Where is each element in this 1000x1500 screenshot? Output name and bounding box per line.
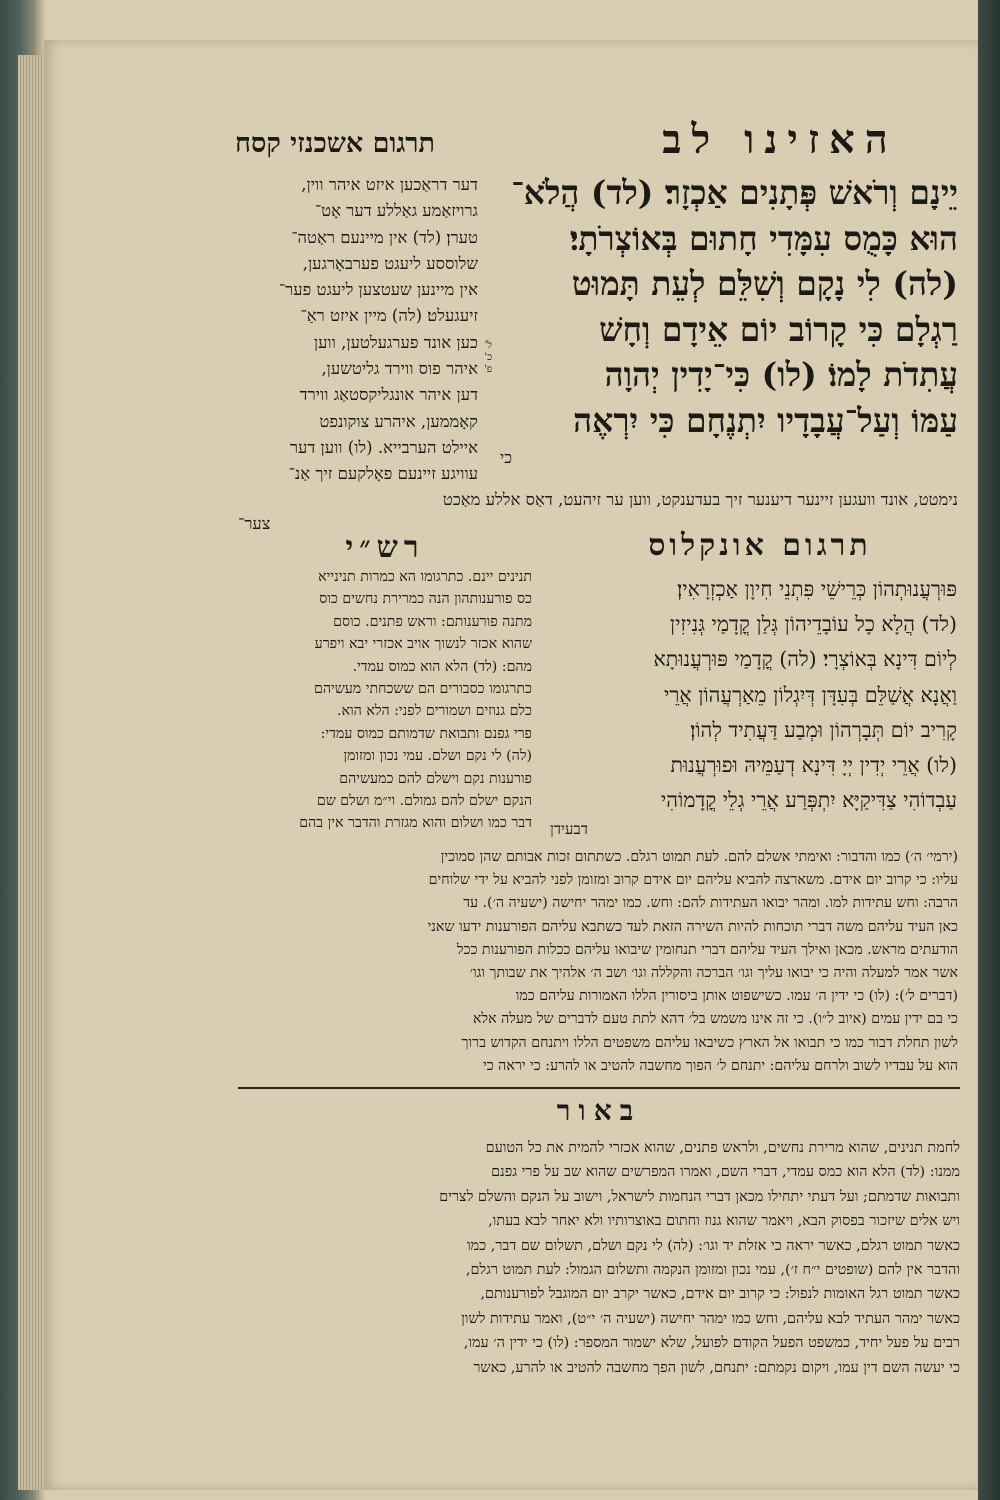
verse-catchword: כי	[500, 448, 513, 467]
translation-line: דער דראַכען איזט איהר ווין,	[301, 175, 478, 194]
rashi-line: כי בם ידין עמים (איוב ל״ו). כי זה אינו משמש בל׳ דהא לתת טעם לדברים של מעלה אלא	[472, 1011, 958, 1028]
rashi-line: פורענות נקם וישלם להם כמעשיהם	[339, 770, 532, 787]
biur-line: ותבואות שדמתם; ועל דעתי יתחילו מכאן דברי הנחמות לישראל, וישוב על הנקם והשלם לצרים	[439, 1188, 960, 1205]
translation-line: איהר פוס ווירד גליטשען,	[321, 359, 478, 379]
translation-line: אין מיינען שעטצען ליעגט פער־	[278, 280, 478, 300]
biur-line: והדבר אין להם (שופטים י״ח ז׳), עמי נכון ומזומן הנקמה ותשלום הגמול: לעת תמוט רגלם,	[465, 1262, 960, 1279]
onkelos-text	[545, 572, 957, 818]
onkelos-line: לְיוֹם דִּינָא בְּאוֹצְרָי׃ (לה) קֳדָמַי פּוּרְעֲנוּתָא	[653, 647, 957, 672]
translation-continuation-end: צער־	[238, 514, 271, 533]
verse-line: הוּא כָּמֻס עִמָּדִי חָתוּם בְּאוֹצְרֹתָי׃	[569, 218, 958, 258]
rashi-line: (לה) לי נקם ושלם. עמי נכון ומזומן	[343, 748, 532, 765]
biur-title: באור	[556, 1094, 642, 1127]
biur-line: ויש אלים שיזכור בפסוק הבא, ויאמר שהוא גנוז וחתום באוצרותיו ולא יאחר לבא בעתו,	[488, 1213, 960, 1230]
rashi-line: דבר כמו ושלום והוא מגזרת והדבר אין בהם	[299, 815, 532, 832]
verse-line: עֲתִדֹת לָמוֹ׃ (לו) כִּי־יָדִין יְהוָה	[604, 355, 958, 394]
rashi-text	[240, 566, 532, 835]
translation-line: איילט הערבייא. (לו) ווען דער	[289, 437, 478, 457]
rashi-title: רש״י	[345, 530, 425, 565]
page-edges	[18, 55, 46, 1490]
verse-line: (לה) לִי נָקָם וְשִׁלֵּם לְעֵת תָּמוּט	[571, 264, 958, 303]
running-head-left: תרגום אשכנזי קסח	[235, 128, 436, 159]
biur-line: רבים על פעל יחיד, כמשפט הפעל הקודם לפועל, שלא ישמור המספר: (לו) כי ידין ה׳ עמו,	[463, 1335, 960, 1352]
rashi-line: שהוא אכזר לנשוך אויב אכזרי יבא ויפרע	[314, 636, 532, 653]
rashi-line: כתרגומו כסבורים הם ששכחתי מעשיהם	[314, 681, 532, 698]
translation-line: טערן׃ (לד) אין מיינעם ראַטה־	[291, 227, 478, 247]
onkelos-catchword: דבעידן	[550, 820, 588, 838]
onkelos-line: (לו) אֲרֵי יְדִין יְיָ דִּינָא דְעַמֵּיהּ וּפוּרְעֲנוּת	[670, 753, 957, 778]
rashi-line: (ירמי׳ ה׳) כמו והדבור: ואימתי אשלם להם. לעת תמוט רגלם. כשתתום זכות אבותם שהן סמוכין	[440, 849, 958, 865]
biur-line: ממנו: (לד) הלא הוא כמס עמדי, דברי השם, ואמרו המפרשים שהוא שב על פרי גפנם	[491, 1164, 960, 1181]
rashi-line: תנינים יינם. כתרגומו הא כמרות תנינייא	[318, 569, 532, 585]
rashi-line: לשון תחלת דבור כמו כי תבואו אל הארץ כשיבאו עליהם משפטים הללו ויתנחם הקדוש ברוך	[461, 1034, 958, 1051]
translation-line: דען איהר אונגליקסטאַג ווירד	[299, 385, 478, 405]
translation-line: זיעגעלט׃ (לה) מיין איזט ראַ־	[300, 306, 478, 326]
onkelos-title: תרגום אונקלוס	[648, 528, 872, 563]
rashi-line: כלם גנוזים ושמורים לפני: הלא הוא.	[337, 703, 532, 720]
verse-line: רַגְלָם כִּי קָרוֹב יוֹם אֵידָם וְחָשׁ	[599, 309, 958, 349]
rashi-line: (דברים ל׳): (לו) כי ידין ה׳ עמו. כשישפוט אותן ביסורין הללו האמורות עליהם כמו	[515, 988, 958, 1005]
biur-text	[238, 1136, 960, 1380]
rashi-wide-text	[240, 846, 958, 1078]
translation-line: כען אונד פערגעלטען, ווען	[313, 332, 478, 352]
rashi-line: הוא על עבדיו לשוב ולרחם עליהם: יתנחם ל׳ הפוך מחשבה להטיב או להרע: כי יראה כי	[483, 1057, 958, 1074]
german-translation	[238, 172, 478, 488]
rashi-line: עליו: כי קרוב יום אידם. משארצה להביא עליהם יום אידם קרוב ומזומן לפני להביא על ידי שלוחים	[428, 872, 958, 889]
rashi-line: הרבה: וחש עתידות למו. ומהר יבואו העתידות להם: וחש. כמו ימהר יחישה (ישעיה ה׳). עד	[463, 895, 958, 912]
onkelos-line: (לד) הֲלָא כָל עוֹבָדֵיהוֹן גְּלַן קֳדָמַי גְּנִיזִין	[669, 612, 957, 637]
biur-line: כאשר ימהר העתיד לבא עליהם, וחש כמו ימהר יחישה (ישעיה ה׳ י״ט), ואמר עתידות לשון	[461, 1310, 960, 1327]
rashi-line: אשר אמר למעלה והיה כי יבואו עליך וגו׳ הברכה והקללה וגו׳ ושב ה׳ אלהיך את שבותך וגו׳	[469, 965, 958, 982]
section-divider	[238, 1087, 960, 1089]
onkelos-line: וַאֲנָא אֲשַׁלֵּם בְּעִדָּן דְּיִגְלוֹן מֵאַרְעֲהוֹן אֲרֵי	[663, 682, 957, 707]
rashi-line: מהם: (לד) הלא הוא כמוס עמדי.	[352, 658, 532, 675]
rashi-line: הודעתים מראש. מכאן ואילך העיד עליהם דברי תנחומין שיבואו עליהם ככלות הפורענות ככל	[456, 941, 958, 958]
verse-line: יֵינָם וְרֹאשׁ פְּתָנִים אַכְזָר׃ (לד) הֲלֹא־	[511, 173, 958, 212]
translation-line: גרויזאַמע גאַללע דער אָט־	[314, 201, 478, 221]
biur-line: כי יעשה השם דין עמו, ויקום נקמתם: יתנחם, לשון הפך מחשבה להטיב או להרע, כאשר	[473, 1359, 960, 1376]
biur-line: לחמת תנינים, שהוא מרירת נחשים, ולראש פתנים, שהוא אכזרי להמית את כל הטועם	[485, 1140, 960, 1156]
translation-line: עוויגע זיינעם פאָלקעם זיך אַנ־	[288, 464, 478, 484]
rashi-line: כאן העיד עליהם משה דברי תוכחות להיות השירה הזאת לעד כשתבא עליהם הפורענות ידעו שאני	[427, 918, 958, 935]
translation-line: שלוססע ליעגט פערבאָרגען,	[302, 253, 478, 273]
running-head-right: האזינו לב	[662, 116, 898, 163]
onkelos-line: קָרִיב יוֹם תְּבָרְהוֹן וּמְבַע דַּעֲתִיד לְהוֹן׃	[690, 717, 957, 742]
translation-line: קאָממען, איהרע צוקונפט	[319, 411, 478, 431]
rashi-line: פרי גפנם ותבואת שדמותם כמוס עמדי:	[320, 725, 532, 742]
rashi-line: הנקם ישלם להם גמולם. וי״מ ושלם שם	[316, 793, 532, 810]
onkelos-line: פּוּרְעֲנוּתְהוֹן כְּרֵישֵׁי פִּתְנֵי חִיוָן אַכְזְרָאִין׃	[676, 577, 957, 601]
binding-shadow	[978, 0, 1000, 1500]
rashi-line: כס פורענותהון הנה כמרירת נחשים כוס	[319, 591, 532, 608]
onkelos-line: עַבְדוֹהִי צַדִּיקַיָּא יִתְפְּרַע אֲרֵי גְלֵי קֳדָמוֹהִי	[660, 788, 957, 813]
biur-line: כאשר תמוט רגלם, כאשר יראה כי אזלת יד וגו׳: (לה) לי נקם ושלם, תשלום שם דבר, כמו	[466, 1237, 960, 1254]
verse-text	[488, 170, 958, 443]
verse-line: עַמּוֹ וְעַל־עֲבָדָיו יִתְנֶחָם כִּי יִרְאֶה	[573, 400, 958, 440]
side-note: ל' כ' פ'	[484, 340, 492, 375]
rashi-line: מתנה פורענותם: וראש פתנים. כוסם	[333, 613, 532, 630]
translation-continuation: נימטט, אונד וועגען זיינער דיענער זיך בעדענקט, ווען ער זיהעט, דאַס אללע מאַכט	[442, 490, 958, 509]
biur-line: כאשר תמוט רגל האומות לנפול: כי קרוב יום אידם, כאשר יקרב יום המוגבל לפורענותם,	[480, 1286, 960, 1303]
